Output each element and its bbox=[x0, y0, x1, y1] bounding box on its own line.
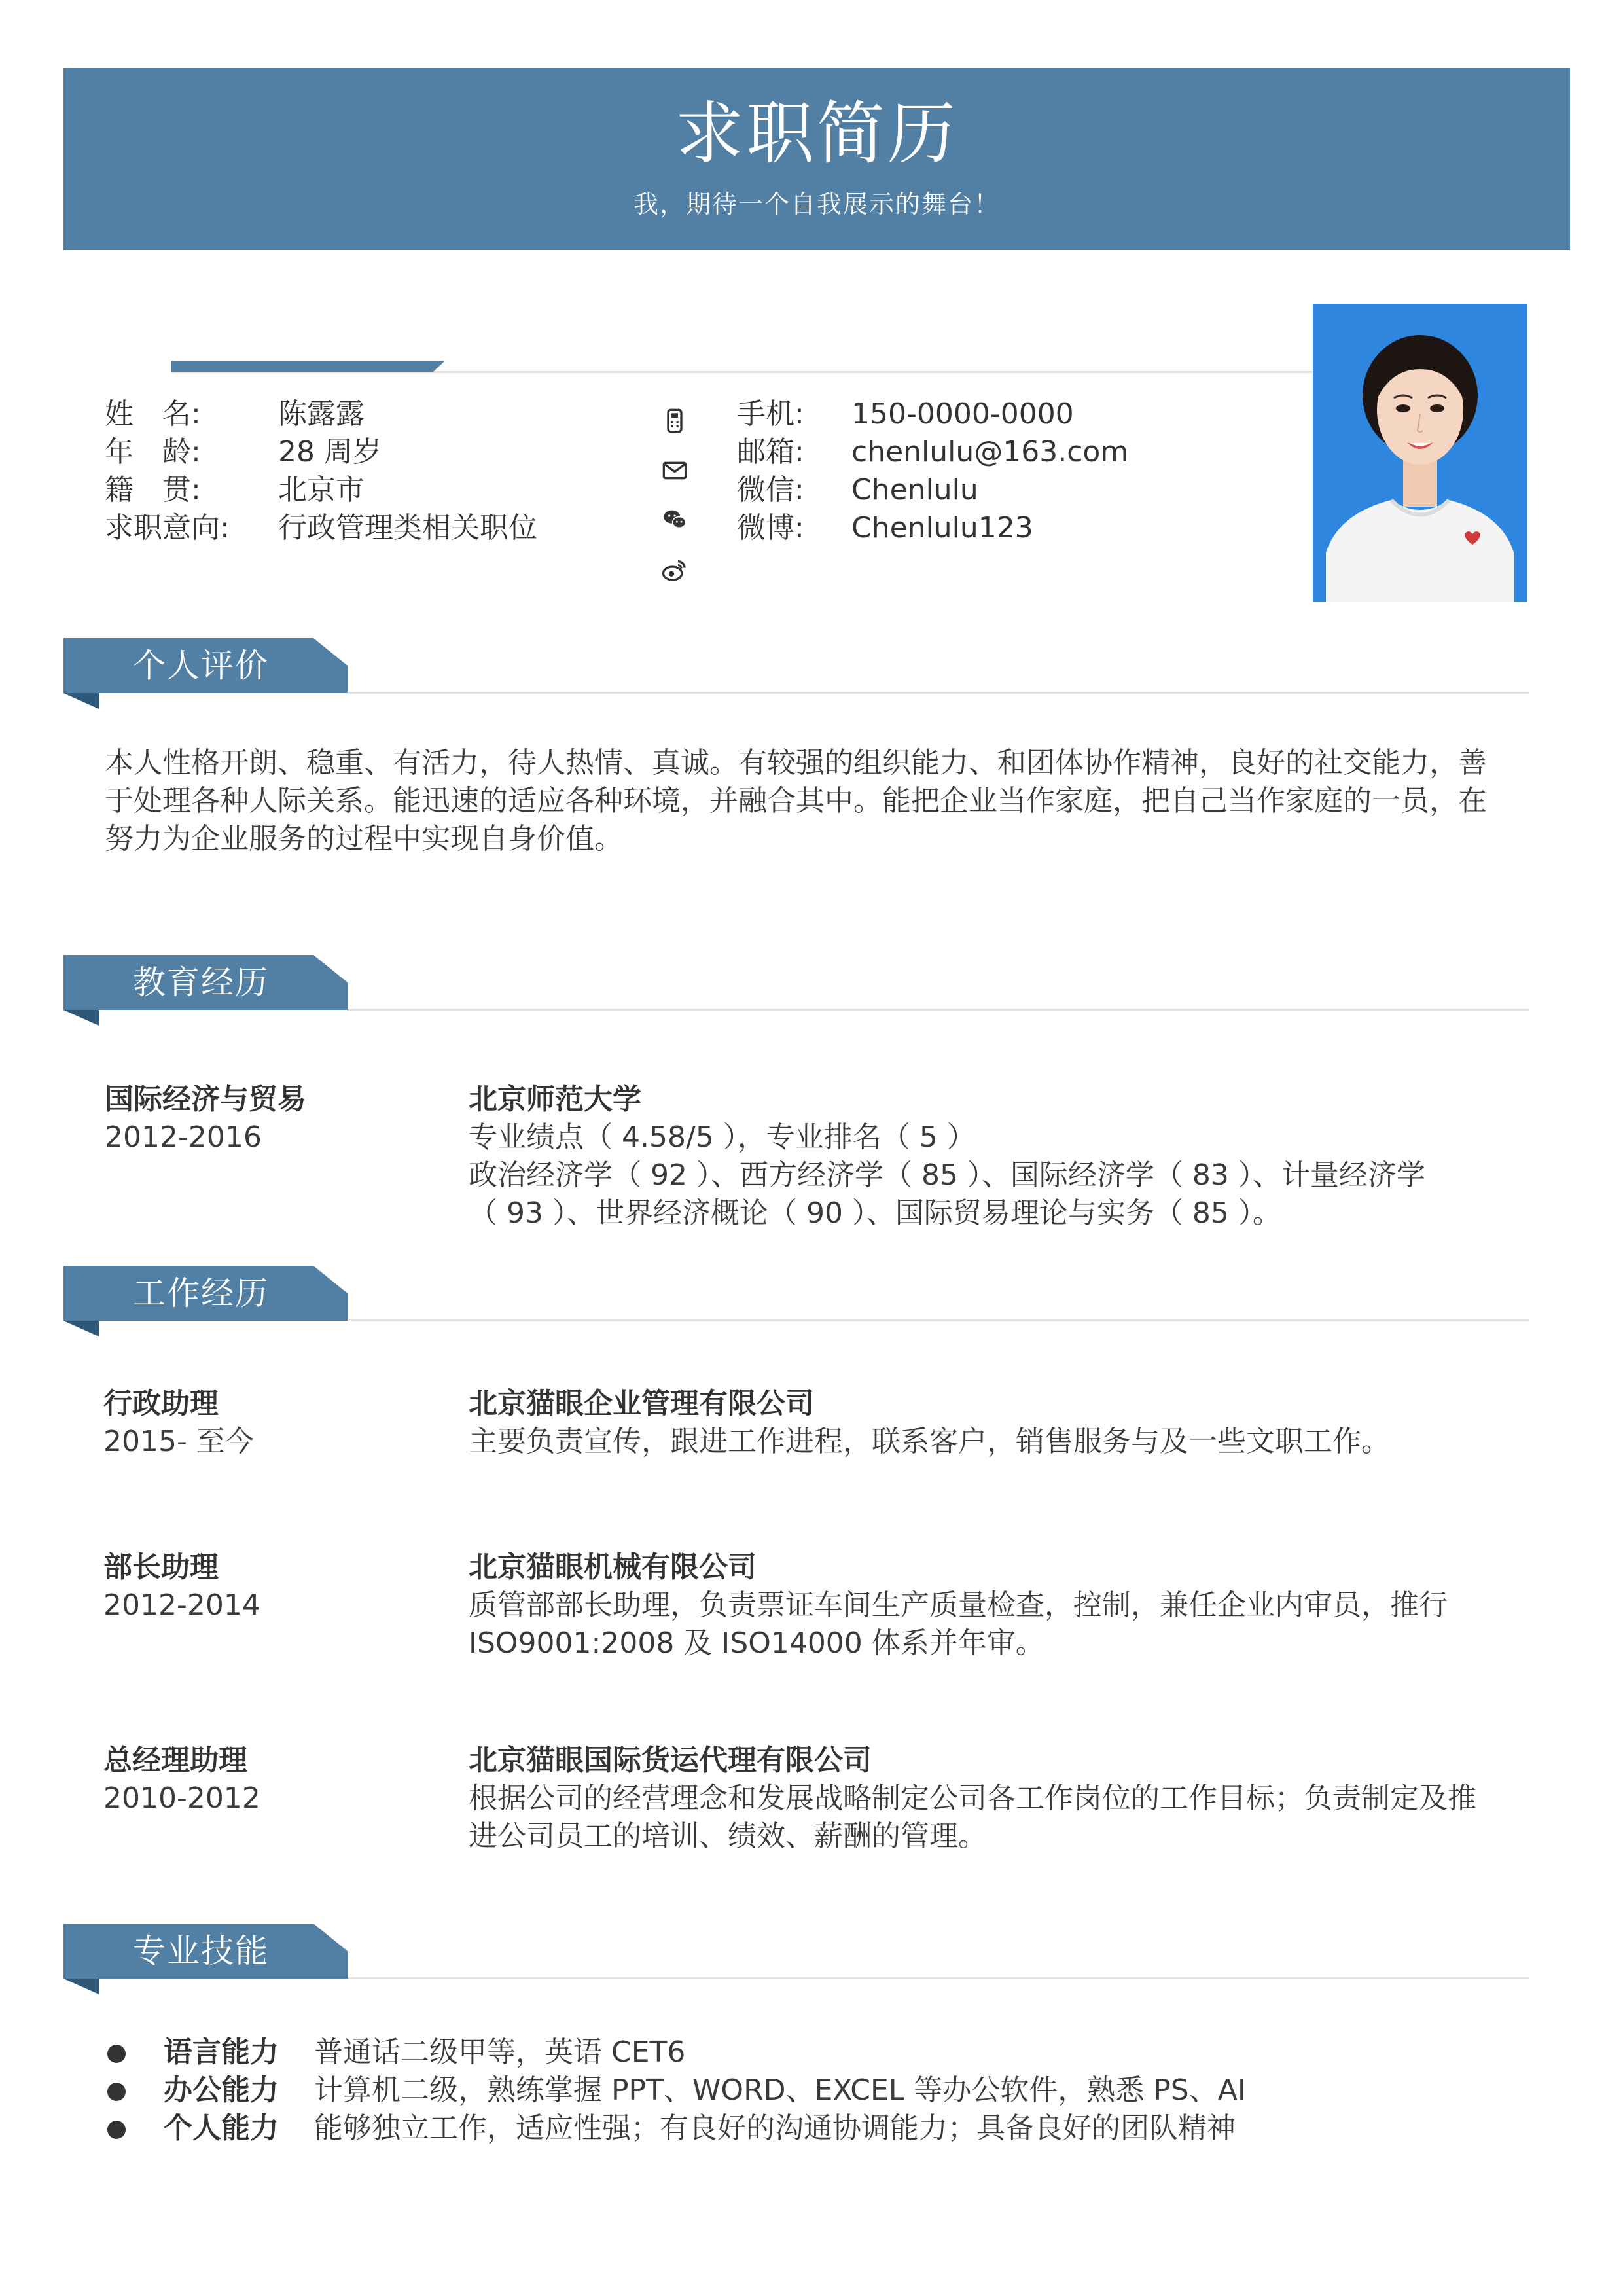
evaluation-line: 本人性格开朗、稳重、有活力，待人热情、真诚。有较强的组织能力、和团体协作精神，良好的社交能力，善 bbox=[105, 746, 1487, 780]
section-fold bbox=[63, 1010, 99, 1026]
skill-item bbox=[107, 2109, 1236, 2147]
work-description bbox=[469, 1423, 1542, 1461]
work-line: 进公司员工的培训、绩效、薪酬的管理。 bbox=[469, 1820, 987, 1853]
skill-item bbox=[107, 2034, 685, 2072]
work-description bbox=[469, 1587, 1542, 1662]
page-title: 求职简历 bbox=[675, 94, 958, 173]
work-period: 2012-2014 bbox=[103, 1588, 260, 1622]
education-line: 政治经济学（ 92 ）、西方经济学（ 85 ）、国际经济学（ 83 ）、计量经济学 bbox=[469, 1158, 1425, 1192]
education-line: （ 93 ）、世界经济概论（ 90 ）、国际贸易理论与实务（ 85 ）。 bbox=[469, 1196, 1281, 1230]
weibo-icon bbox=[660, 555, 690, 585]
education-period: 2012-2016 bbox=[105, 1121, 262, 1154]
work-period: 2015- 至今 bbox=[103, 1425, 254, 1458]
evaluation-line: 于处理各种人际关系。能迅速的适应各种环境，并融合其中。能把企业当作家庭，把自己当作家庭的一员，在 bbox=[105, 784, 1487, 817]
contact-label: 手机: bbox=[737, 397, 804, 431]
section-divider bbox=[348, 692, 1529, 694]
info-name-row bbox=[105, 395, 365, 433]
section-divider bbox=[348, 1009, 1529, 1011]
education-details bbox=[469, 1119, 1542, 1232]
profile-photo bbox=[1313, 304, 1527, 602]
section-title-work: 工作经历 bbox=[63, 1266, 348, 1321]
skill-item bbox=[107, 2072, 1246, 2109]
contact-label: 微信: bbox=[737, 473, 804, 507]
work-line: 根据公司的经营理念和发展战略制定公司各工作岗位的工作目标；负责制定及推 bbox=[469, 1782, 1476, 1815]
info-label: 求职意向: bbox=[105, 511, 230, 545]
section-title-evaluation: 个人评价 bbox=[63, 638, 348, 693]
work-company: 北京猫眼机械有限公司 bbox=[469, 1551, 757, 1584]
work-line: ISO9001:2008 及 ISO14000 体系并年审。 bbox=[469, 1626, 1044, 1660]
info-objective-row bbox=[105, 509, 537, 547]
section-divider bbox=[348, 1977, 1529, 1979]
contact-wechat-row bbox=[737, 471, 978, 509]
info-label: 姓 名: bbox=[105, 397, 201, 431]
info-value: 陈露露 bbox=[278, 397, 365, 431]
work-line: 主要负责宣传，跟进工作进程，联系客户，销售服务与及一些文职工作。 bbox=[469, 1425, 1390, 1458]
info-label: 年 龄: bbox=[105, 435, 201, 469]
info-hometown-row bbox=[105, 471, 365, 509]
work-position: 部长助理 bbox=[103, 1551, 219, 1584]
work-company: 北京猫眼国际货运代理有限公司 bbox=[469, 1744, 872, 1777]
section-title-education: 教育经历 bbox=[63, 955, 348, 1010]
skill-name: 办公能力 bbox=[164, 2073, 279, 2107]
bullet-icon bbox=[107, 2121, 126, 2139]
work-description bbox=[469, 1780, 1542, 1856]
section-title-skills: 专业技能 bbox=[63, 1924, 348, 1979]
section-fold bbox=[63, 1321, 99, 1336]
phone-icon bbox=[660, 406, 690, 436]
skill-name: 个人能力 bbox=[164, 2111, 279, 2145]
page-subtitle: 我，期待一个自我展示的舞台！ bbox=[633, 190, 1000, 219]
info-value: 行政管理类相关职位 bbox=[278, 511, 537, 545]
wechat-value: Chenlulu bbox=[851, 473, 978, 507]
contact-label: 邮箱: bbox=[737, 435, 804, 469]
education-major: 国际经济与贸易 bbox=[105, 1083, 306, 1116]
work-period: 2010-2012 bbox=[103, 1782, 260, 1815]
work-company: 北京猫眼企业管理有限公司 bbox=[469, 1387, 814, 1420]
bullet-icon bbox=[107, 2045, 126, 2063]
section-fold bbox=[63, 1979, 99, 1994]
info-label: 籍 贯: bbox=[105, 473, 201, 507]
header-banner bbox=[63, 68, 1570, 250]
section-divider bbox=[348, 1319, 1529, 1321]
email-value[interactable]: chenlulu@163.com bbox=[851, 435, 1129, 469]
mail-icon bbox=[660, 456, 690, 486]
section-fold bbox=[63, 693, 99, 709]
evaluation-text bbox=[105, 744, 1531, 858]
info-value: 北京市 bbox=[278, 473, 365, 507]
education-line: 专业绩点（ 4.58/5 ），专业排名（ 5 ） bbox=[469, 1121, 976, 1154]
skill-desc: 能够独立工作，适应性强；有良好的沟通协调能力；具备良好的团队精神 bbox=[314, 2111, 1236, 2145]
education-school: 北京师范大学 bbox=[469, 1083, 641, 1116]
info-value: 28 周岁 bbox=[278, 435, 382, 469]
contact-phone-row bbox=[737, 395, 1074, 433]
evaluation-line: 努力为企业服务的过程中实现自身价值。 bbox=[105, 822, 623, 855]
bullet-icon bbox=[107, 2083, 126, 2101]
work-position: 行政助理 bbox=[103, 1387, 219, 1420]
phone-value[interactable]: 150-0000-0000 bbox=[851, 397, 1074, 431]
skill-name: 语言能力 bbox=[164, 2036, 279, 2069]
info-age-row bbox=[105, 433, 382, 471]
accent-bar bbox=[171, 361, 445, 372]
work-position: 总经理助理 bbox=[103, 1744, 247, 1777]
contact-weibo-row bbox=[737, 509, 1033, 547]
wechat-icon bbox=[660, 504, 690, 534]
skill-desc: 普通话二级甲等，英语 CET6 bbox=[314, 2036, 686, 2069]
contact-email-row bbox=[737, 433, 1128, 471]
weibo-value: Chenlulu123 bbox=[851, 511, 1033, 545]
skill-desc: 计算机二级，熟练掌握 PPT、WORD、EXCEL 等办公软件，熟悉 PS、AI bbox=[314, 2073, 1246, 2107]
work-line: 质管部部长助理，负责票证车间生产质量检查，控制，兼任企业内审员，推行 bbox=[469, 1588, 1448, 1622]
contact-label: 微博: bbox=[737, 511, 804, 545]
